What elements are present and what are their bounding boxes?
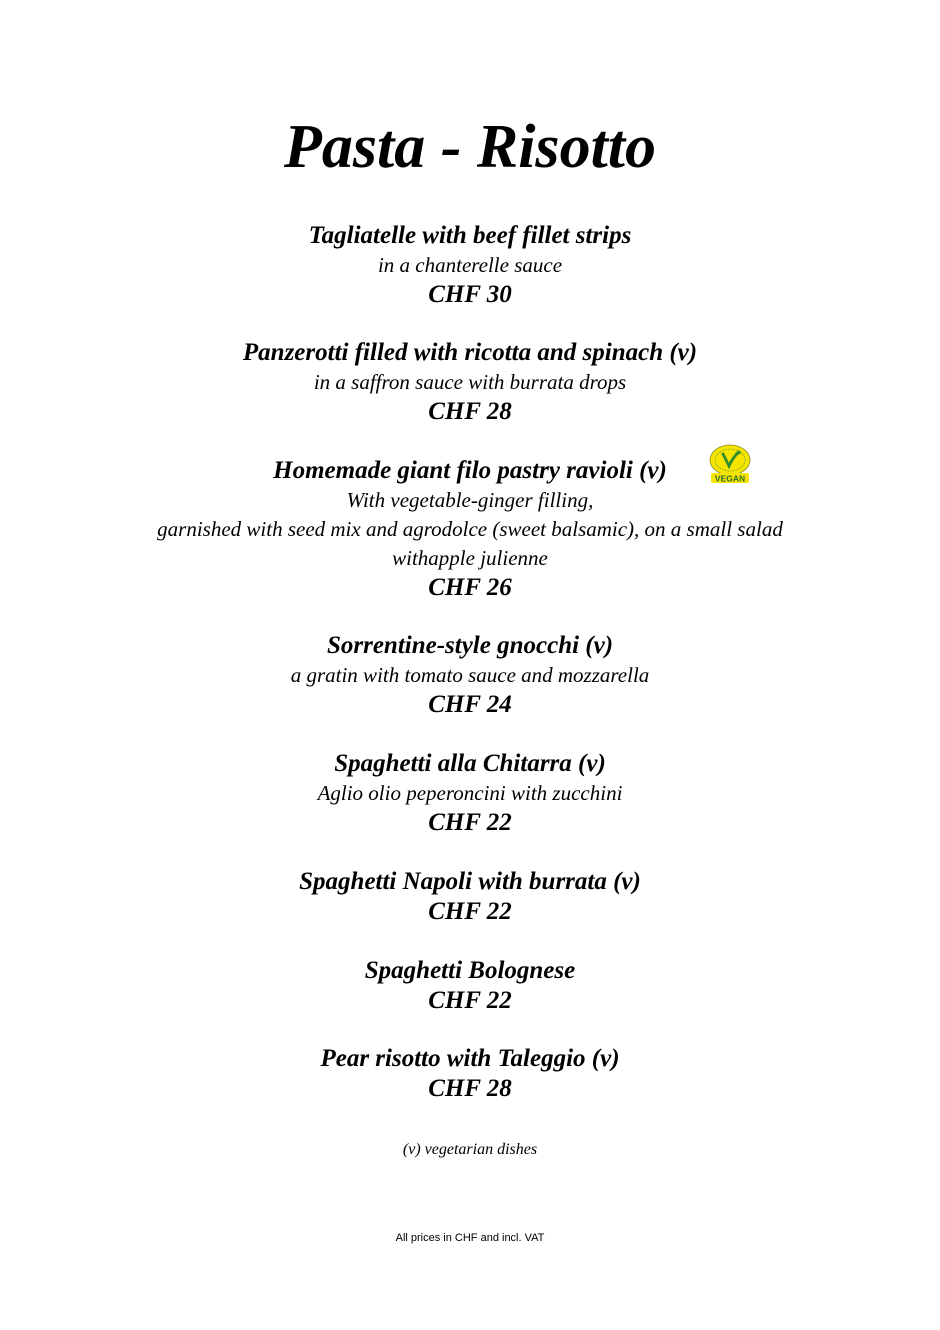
- dish-name: Spaghetti Bolognese: [364, 957, 576, 984]
- menu-item: [0, 221, 940, 310]
- dish-name: Sorrentine-style gnocchi (v): [326, 632, 614, 659]
- page-title: Pasta - Risotto: [283, 113, 657, 181]
- dish-name: Tagliatelle with beef fillet strips: [308, 222, 632, 249]
- dish-description: Aglio olio peperoncini with zucchini: [317, 781, 623, 805]
- dish-price: CHF 28: [428, 398, 512, 425]
- dish-price: CHF 22: [428, 987, 512, 1014]
- dish-name: Spaghetti Napoli with burrata (v): [299, 868, 641, 895]
- vegan-label-icon: [708, 444, 752, 484]
- dish-price: CHF 26: [428, 574, 512, 601]
- menu-item: [0, 456, 940, 603]
- dish-name: Spaghetti alla Chitarra (v): [334, 750, 606, 777]
- dish-description: a gratin with tomato sauce and mozzarella: [290, 663, 650, 687]
- dish-price: CHF 30: [428, 281, 512, 308]
- menu-item: [0, 1044, 940, 1104]
- svg-text:VEGAN: VEGAN: [714, 473, 746, 484]
- menu-item: [0, 956, 940, 1016]
- vat-note: All prices in CHF and incl. VAT: [395, 1232, 545, 1244]
- dish-name: Homemade giant filo pastry ravioli (v): [273, 457, 667, 484]
- dish-description: withapple julienne: [392, 546, 548, 570]
- menu-item: [0, 631, 940, 720]
- dish-description: in a saffron sauce with burrata drops: [313, 370, 627, 394]
- menu-item: [0, 867, 940, 927]
- dish-name: Pear risotto with Taleggio (v): [320, 1045, 620, 1072]
- dish-description: in a chanterelle sauce: [377, 253, 563, 277]
- dish-description: With vegetable-ginger filling,: [346, 488, 594, 512]
- dish-description: garnished with seed mix and agrodolce (sweet balsamic), on a small salad: [157, 517, 783, 541]
- dish-price: CHF 22: [428, 809, 512, 836]
- dish-price: CHF 24: [428, 691, 512, 718]
- menu-item: [0, 338, 940, 427]
- menu-item: [0, 749, 940, 838]
- dish-price: CHF 22: [428, 898, 512, 925]
- dish-name: Panzerotti filled with ricotta and spinach (v): [242, 339, 698, 366]
- dish-price: CHF 28: [428, 1075, 512, 1102]
- vegetarian-footnote: (v) vegetarian dishes: [402, 1141, 538, 1158]
